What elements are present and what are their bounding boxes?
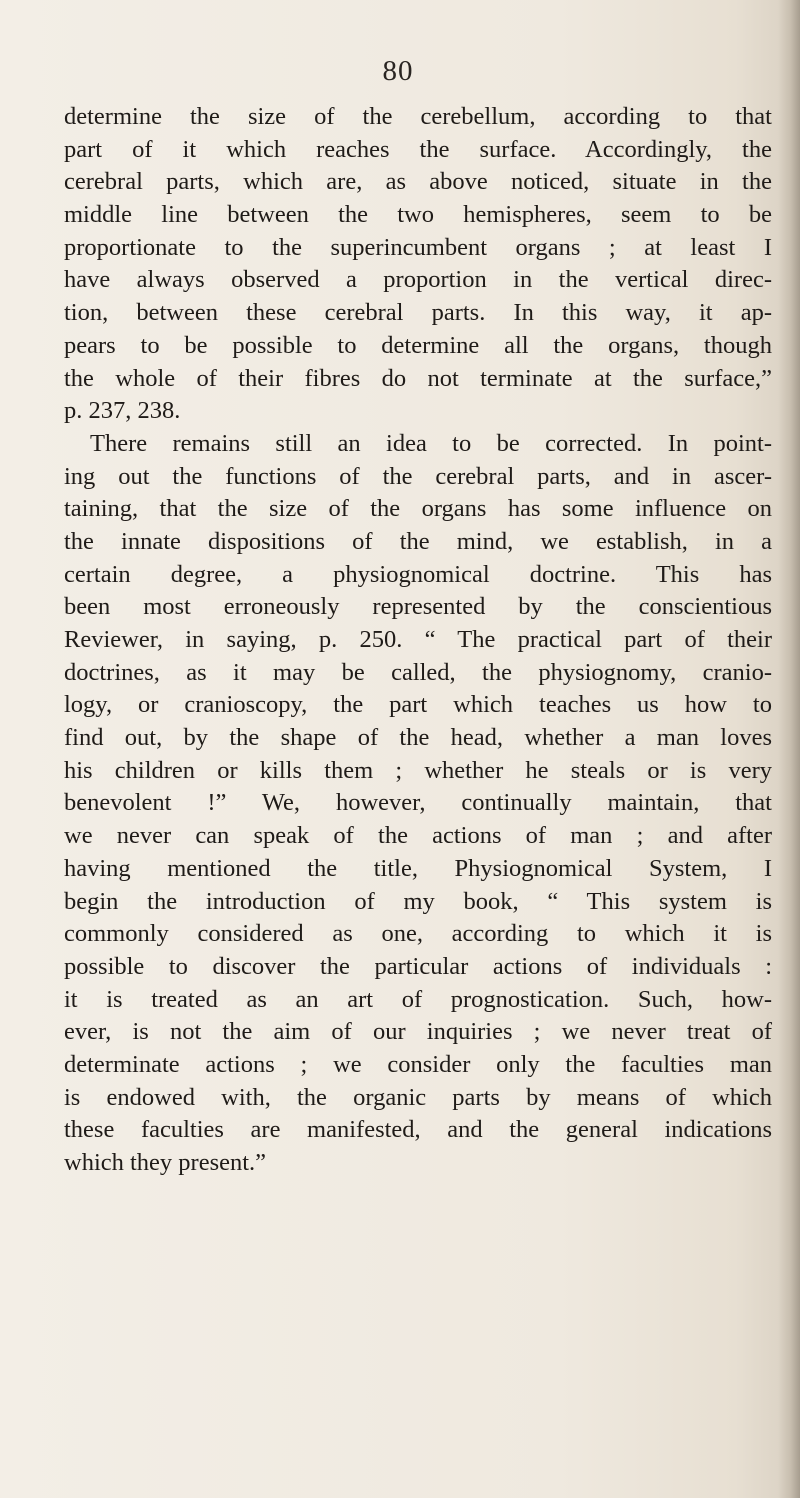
text-line: possible to discover the particular actions of individuals :: [64, 952, 772, 980]
text-line: these faculties are manifested, and the general indications: [64, 1116, 772, 1144]
text-line: cerebral parts, which are, as above noticed, situate in the: [64, 168, 772, 196]
text-line: part of it which reaches the surface. Accordingly, the: [64, 135, 772, 163]
body-text: [64, 101, 772, 1180]
text-line: determinate actions ; we consider only the faculties man: [64, 1050, 772, 1078]
text-line: Reviewer, in saying, p. 250. “ The practical part of their: [64, 626, 772, 653]
text-line: doctrines, as it may be called, the physiognomy, cranio-: [64, 658, 772, 686]
text-line: having mentioned the title, Physiognomical System, I: [64, 854, 772, 882]
text-line: proportionate to the superincumbent organs ; at least I: [64, 233, 772, 261]
text-line: which they present.”: [64, 1149, 267, 1176]
text-line: been most erroneously represented by the conscientious: [64, 593, 772, 621]
text-line: have always observed a proportion in the vertical direc-: [64, 266, 772, 294]
text-line: taining, that the size of the organs has some influence on: [64, 495, 772, 523]
page-number: 80: [382, 55, 414, 87]
text-line: certain degree, a physiognomical doctrine. This has: [64, 560, 772, 588]
text-line: it is treated as an art of prognostication. Such, how-: [64, 985, 772, 1013]
text-line: commonly considered as one, according to which it is: [64, 920, 772, 948]
text-line: ing out the functions of the cerebral parts, and in ascer-: [64, 462, 772, 490]
text-line: we never can speak of the actions of man ; and after: [64, 822, 772, 850]
text-line: his children or kills them ; whether he steals or is very: [64, 756, 772, 784]
text-line: determine the size of the cerebellum, according to that: [64, 103, 772, 130]
text-line: pears to be possible to determine all the organs, though: [64, 331, 772, 359]
text-line: middle line between the two hemispheres, seem to be: [64, 201, 772, 229]
text-line: ever, is not the aim of our inquiries ; we never treat of: [64, 1018, 772, 1046]
text-line: the innate dispositions of the mind, we establish, in a: [64, 527, 772, 555]
text-line: is endowed with, the organic parts by means of which: [64, 1083, 772, 1111]
page-edge-shadow: [778, 0, 800, 1498]
text-line: begin the introduction of my book, “ This system is: [64, 887, 772, 915]
text-line: benevolent !” We, however, continually maintain, that: [64, 789, 772, 817]
text-line: the whole of their fibres do not terminate at the surface,”: [64, 364, 772, 392]
text-line: find out, by the shape of the head, whether a man loves: [64, 724, 772, 752]
text-line: logy, or cranioscopy, the part which teaches us how to: [64, 691, 772, 719]
text-line: p. 237, 238.: [64, 397, 181, 425]
text-line: There remains still an idea to be corrected. In point-: [90, 429, 772, 457]
text-line: tion, between these cerebral parts. In this way, it ap-: [64, 299, 772, 327]
